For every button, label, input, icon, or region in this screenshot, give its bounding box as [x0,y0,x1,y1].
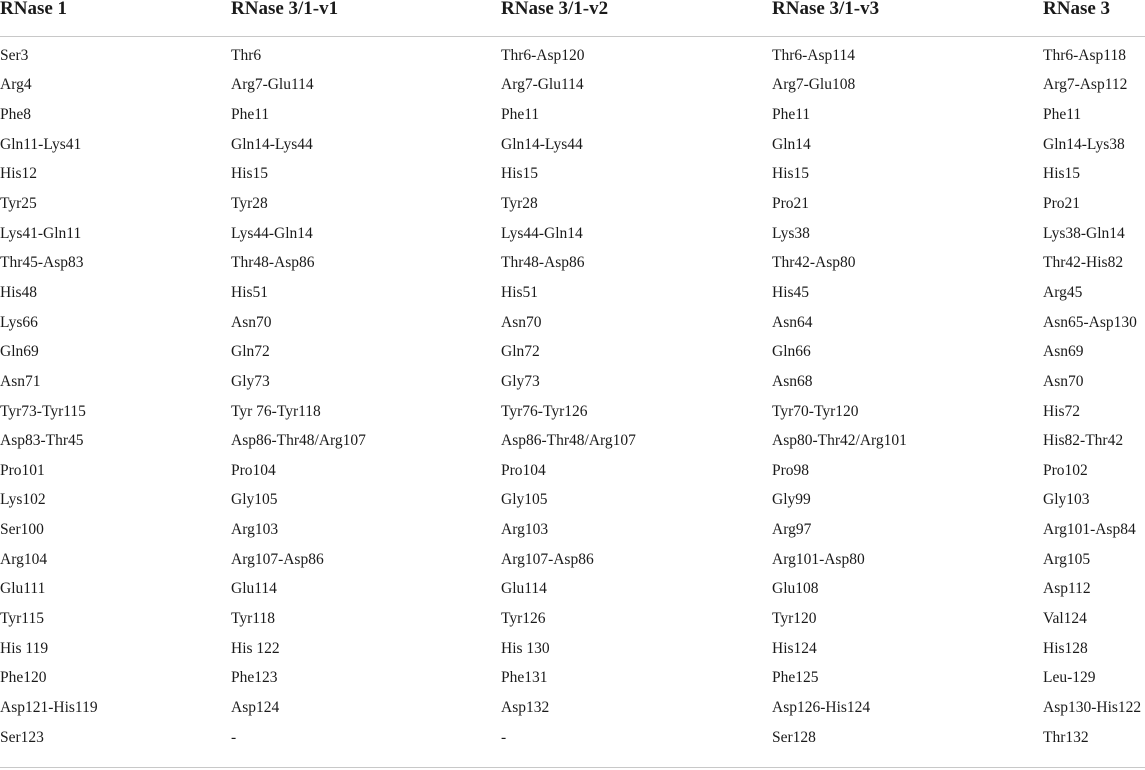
table-cell: Tyr73-Tyr115 [0,402,86,420]
table-cell: Asn71 [0,372,41,390]
table-cell: Asp86-Thr48/Arg107 [231,432,366,450]
table-cell: Gln11-Lys41 [0,135,82,153]
table-cell: His15 [501,165,539,183]
table-cell: Arg45 [1043,283,1083,301]
table-cell: His 122 [231,639,280,657]
table-cell: Asp121-His119 [0,698,98,716]
table-cell: Arg104 [0,550,48,568]
table-cell: Thr42-Asp80 [772,254,856,272]
header-rnase-1: RNase 1 [0,0,231,37]
table-cell: Tyr126 [501,609,546,627]
table-cell: Arg107-Asp86 [501,550,594,568]
table-cell: Phe125 [772,669,819,687]
table-cell: Gln14-Lys44 [231,135,313,153]
table-cell: Asp83-Thr45 [0,432,84,450]
table-row [0,575,1145,605]
table-cell: Gly105 [231,491,278,509]
table-cell: Phe131 [501,669,548,687]
table-cell: Gln14-Lys38 [1043,135,1125,153]
table-cell: His82-Thr42 [1043,432,1124,450]
header-rnase-3-1-v1: RNase 3/1-v1 [231,0,501,37]
table-cell: Leu-129 [1043,669,1096,687]
table-cell: Arg7-Asp112 [1043,76,1128,94]
table-cell: Thr48-Asp86 [501,254,585,272]
table-cell: His15 [1043,165,1081,183]
table-cell: Asp80-Thr42/Arg101 [772,432,907,450]
table-cell: Arg101-Asp80 [772,550,865,568]
table-cell: Pro98 [772,461,810,479]
table-cell: Gly99 [772,491,811,509]
table-cell: His51 [501,283,539,301]
table-cell: His124 [772,639,817,657]
table-cell: Arg4 [0,76,32,94]
table-cell: Ser3 [0,46,29,64]
table-cell: Tyr28 [231,195,268,213]
table-row [0,100,1145,130]
table-cell: Tyr 76-Tyr118 [231,402,321,420]
table-cell: Arg105 [1043,550,1091,568]
table-row [0,604,1145,634]
table-cell: Gly103 [1043,491,1090,509]
table-cell: Lys66 [0,313,38,331]
table-row [0,189,1145,219]
table-cell: Tyr115 [0,609,44,627]
table-cell: Pro102 [1043,461,1088,479]
table-row [0,723,1145,753]
table-cell: His72 [1043,402,1081,420]
table-cell: Asn70 [231,313,272,331]
table-cell: Tyr76-Tyr126 [501,402,588,420]
table-cell: Thr48-Asp86 [231,254,315,272]
table-row [0,426,1145,456]
table-cell: Tyr70-Tyr120 [772,402,859,420]
table-cell: Asn68 [772,372,813,390]
table-cell: - [501,728,507,746]
table-cell: Pro101 [0,461,45,479]
table-row [0,367,1145,397]
table-cell: Gln14 [772,135,811,153]
table-row [0,693,1145,723]
table-cell: Lys41-Gln11 [0,224,82,242]
table-cell: Phe8 [0,106,31,124]
table-row [0,71,1145,101]
table-cell: Asp126-His124 [772,698,871,716]
table-cell: Lys44-Gln14 [501,224,583,242]
table-cell: His12 [0,165,38,183]
table-row [0,219,1145,249]
table-cell: His45 [772,283,810,301]
header-rnase-3-1-v2: RNase 3/1-v2 [501,0,772,37]
table-cell: Gly105 [501,491,548,509]
table-cell: Arg7-Glu108 [772,76,856,94]
table-cell: Gly73 [501,372,540,390]
table-row [0,278,1145,308]
table-header [0,0,1145,37]
table-cell: His 119 [0,639,49,657]
table-cell: Pro104 [501,461,546,479]
table-bottom-rule [0,767,1145,768]
table-cell: Thr6-Asp114 [772,46,855,64]
table-cell: Phe11 [1043,106,1082,124]
table-cell: Tyr120 [772,609,817,627]
table-cell: Glu108 [772,580,819,598]
table-cell: Gln72 [501,343,540,361]
table-cell: Asn65-Asp130 [1043,313,1137,331]
table-cell: His128 [1043,639,1088,657]
table-row [0,130,1145,160]
table-body [0,37,1145,753]
table-cell: Asn64 [772,313,813,331]
table-cell: Thr42-His82 [1043,254,1124,272]
table-cell: Phe120 [0,669,47,687]
table-cell: Arg101-Asp84 [1043,521,1136,539]
table-cell: Phe11 [772,106,811,124]
table-cell: Lys38 [772,224,810,242]
table-cell: Asn69 [1043,343,1084,361]
table-cell: Asp130-His122 [1043,698,1142,716]
table-cell: Ser123 [0,728,44,746]
table-cell: Phe11 [501,106,540,124]
table-cell: Asp132 [501,698,550,716]
table-cell: Glu111 [0,580,46,598]
table-cell: Thr132 [1043,728,1089,746]
header-row [0,0,1145,37]
table-cell: Thr6-Asp118 [1043,46,1126,64]
table-cell: Phe11 [231,106,270,124]
table-cell: Pro21 [1043,195,1081,213]
table-row [0,634,1145,664]
table-cell: Gln14-Lys44 [501,135,583,153]
table-cell: Arg107-Asp86 [231,550,324,568]
table-cell: Glu114 [231,580,277,598]
table-cell: Gly73 [231,372,270,390]
table-cell: Pro21 [772,195,810,213]
table-cell: Lys102 [0,491,46,509]
table-cell: Val124 [1043,609,1087,627]
table-cell: Ser128 [772,728,816,746]
table-cell: Tyr118 [231,609,275,627]
table-cell: Glu114 [501,580,547,598]
table-cell: Lys44-Gln14 [231,224,313,242]
table-row [0,663,1145,693]
table-row [0,337,1145,367]
table-cell: Arg97 [772,521,812,539]
table-cell: Thr6-Asp120 [501,46,585,64]
header-rnase-3-1-v3: RNase 3/1-v3 [772,0,1043,37]
table-cell: His48 [0,283,38,301]
table-row [0,248,1145,278]
table-row [0,545,1145,575]
table-cell: Gln72 [231,343,270,361]
table-row [0,37,1145,71]
table-row [0,397,1145,427]
table-cell: Asp86-Thr48/Arg107 [501,432,636,450]
table-row [0,160,1145,190]
table-cell: Gln66 [772,343,811,361]
table-cell: Arg7-Glu114 [501,76,584,94]
table-cell: Asn70 [501,313,542,331]
table-row [0,456,1145,486]
table-cell: His15 [231,165,269,183]
table-cell: Arg103 [231,521,279,539]
table-cell: Ser100 [0,521,44,539]
table-cell: Tyr25 [0,195,37,213]
table-cell: Gln69 [0,343,39,361]
table-cell: Arg103 [501,521,549,539]
table-row [0,515,1145,545]
table-cell: Asp124 [231,698,280,716]
header-rnase-3: RNase 3 [1043,0,1145,37]
table-row [0,486,1145,516]
table-cell: Asn70 [1043,372,1084,390]
table-cell: Arg7-Glu114 [231,76,314,94]
table-cell: Thr45-Asp83 [0,254,84,272]
table-cell: His51 [231,283,269,301]
table-cell: Lys38-Gln14 [1043,224,1125,242]
table-cell: Phe123 [231,669,278,687]
table-cell: His15 [772,165,810,183]
table-cell: Tyr28 [501,195,538,213]
table-cell: His 130 [501,639,550,657]
table-cell: Asp112 [1043,580,1091,598]
table-row [0,308,1145,338]
table-cell: Pro104 [231,461,276,479]
table-cell: - [231,728,237,746]
table-cell: Thr6 [231,46,262,64]
